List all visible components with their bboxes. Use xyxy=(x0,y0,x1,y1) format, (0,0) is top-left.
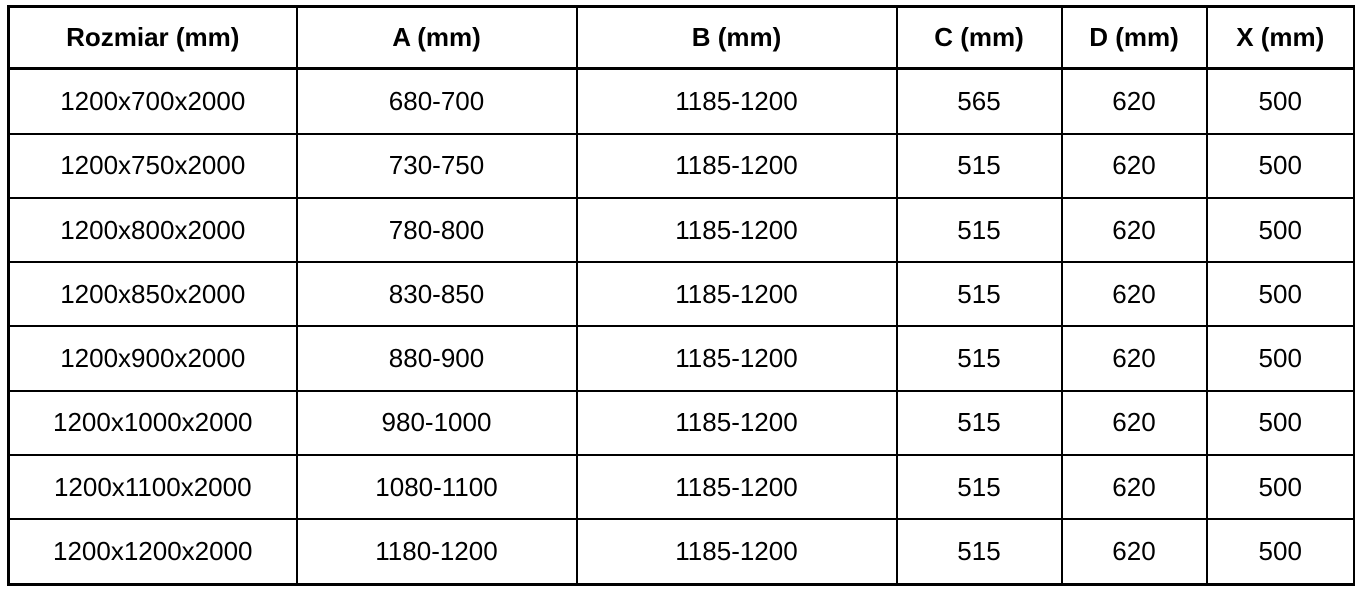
cell-b: 1185-1200 xyxy=(577,262,897,326)
cell-c: 515 xyxy=(897,326,1062,390)
cell-rozmiar: 1200x800x2000 xyxy=(9,198,297,262)
cell-rozmiar: 1200x1100x2000 xyxy=(9,455,297,519)
table-row xyxy=(9,455,1355,519)
cell-b: 1185-1200 xyxy=(577,519,897,584)
cell-c: 515 xyxy=(897,391,1062,455)
cell-c: 565 xyxy=(897,69,1062,134)
table-row xyxy=(9,198,1355,262)
cell-d: 620 xyxy=(1062,198,1207,262)
col-header-x: X (mm) xyxy=(1207,7,1355,69)
cell-x: 500 xyxy=(1207,455,1355,519)
cell-d: 620 xyxy=(1062,455,1207,519)
cell-c: 515 xyxy=(897,455,1062,519)
cell-x: 500 xyxy=(1207,391,1355,455)
size-table xyxy=(7,5,1355,586)
cell-a: 880-900 xyxy=(297,326,577,390)
cell-x: 500 xyxy=(1207,134,1355,198)
table-row xyxy=(9,134,1355,198)
cell-rozmiar: 1200x850x2000 xyxy=(9,262,297,326)
cell-a: 980-1000 xyxy=(297,391,577,455)
cell-x: 500 xyxy=(1207,519,1355,584)
cell-rozmiar: 1200x700x2000 xyxy=(9,69,297,134)
cell-a: 1180-1200 xyxy=(297,519,577,584)
col-header-d: D (mm) xyxy=(1062,7,1207,69)
cell-x: 500 xyxy=(1207,262,1355,326)
table-row xyxy=(9,391,1355,455)
cell-rozmiar: 1200x750x2000 xyxy=(9,134,297,198)
cell-b: 1185-1200 xyxy=(577,198,897,262)
col-header-b: B (mm) xyxy=(577,7,897,69)
cell-x: 500 xyxy=(1207,198,1355,262)
cell-a: 780-800 xyxy=(297,198,577,262)
cell-rozmiar: 1200x1200x2000 xyxy=(9,519,297,584)
cell-a: 730-750 xyxy=(297,134,577,198)
cell-d: 620 xyxy=(1062,519,1207,584)
table-row xyxy=(9,326,1355,390)
cell-d: 620 xyxy=(1062,262,1207,326)
cell-c: 515 xyxy=(897,134,1062,198)
cell-d: 620 xyxy=(1062,134,1207,198)
cell-a: 680-700 xyxy=(297,69,577,134)
table-row xyxy=(9,519,1355,584)
table-row xyxy=(9,69,1355,134)
cell-b: 1185-1200 xyxy=(577,69,897,134)
col-header-c: C (mm) xyxy=(897,7,1062,69)
col-header-rozmiar: Rozmiar (mm) xyxy=(9,7,297,69)
cell-c: 515 xyxy=(897,519,1062,584)
col-header-a: A (mm) xyxy=(297,7,577,69)
cell-b: 1185-1200 xyxy=(577,455,897,519)
cell-x: 500 xyxy=(1207,326,1355,390)
cell-b: 1185-1200 xyxy=(577,134,897,198)
header-row xyxy=(9,7,1355,69)
table-row xyxy=(9,262,1355,326)
cell-a: 1080-1100 xyxy=(297,455,577,519)
cell-b: 1185-1200 xyxy=(577,391,897,455)
cell-x: 500 xyxy=(1207,69,1355,134)
cell-rozmiar: 1200x1000x2000 xyxy=(9,391,297,455)
cell-d: 620 xyxy=(1062,69,1207,134)
cell-a: 830-850 xyxy=(297,262,577,326)
cell-d: 620 xyxy=(1062,326,1207,390)
cell-d: 620 xyxy=(1062,391,1207,455)
cell-rozmiar: 1200x900x2000 xyxy=(9,326,297,390)
cell-b: 1185-1200 xyxy=(577,326,897,390)
cell-c: 515 xyxy=(897,262,1062,326)
cell-c: 515 xyxy=(897,198,1062,262)
